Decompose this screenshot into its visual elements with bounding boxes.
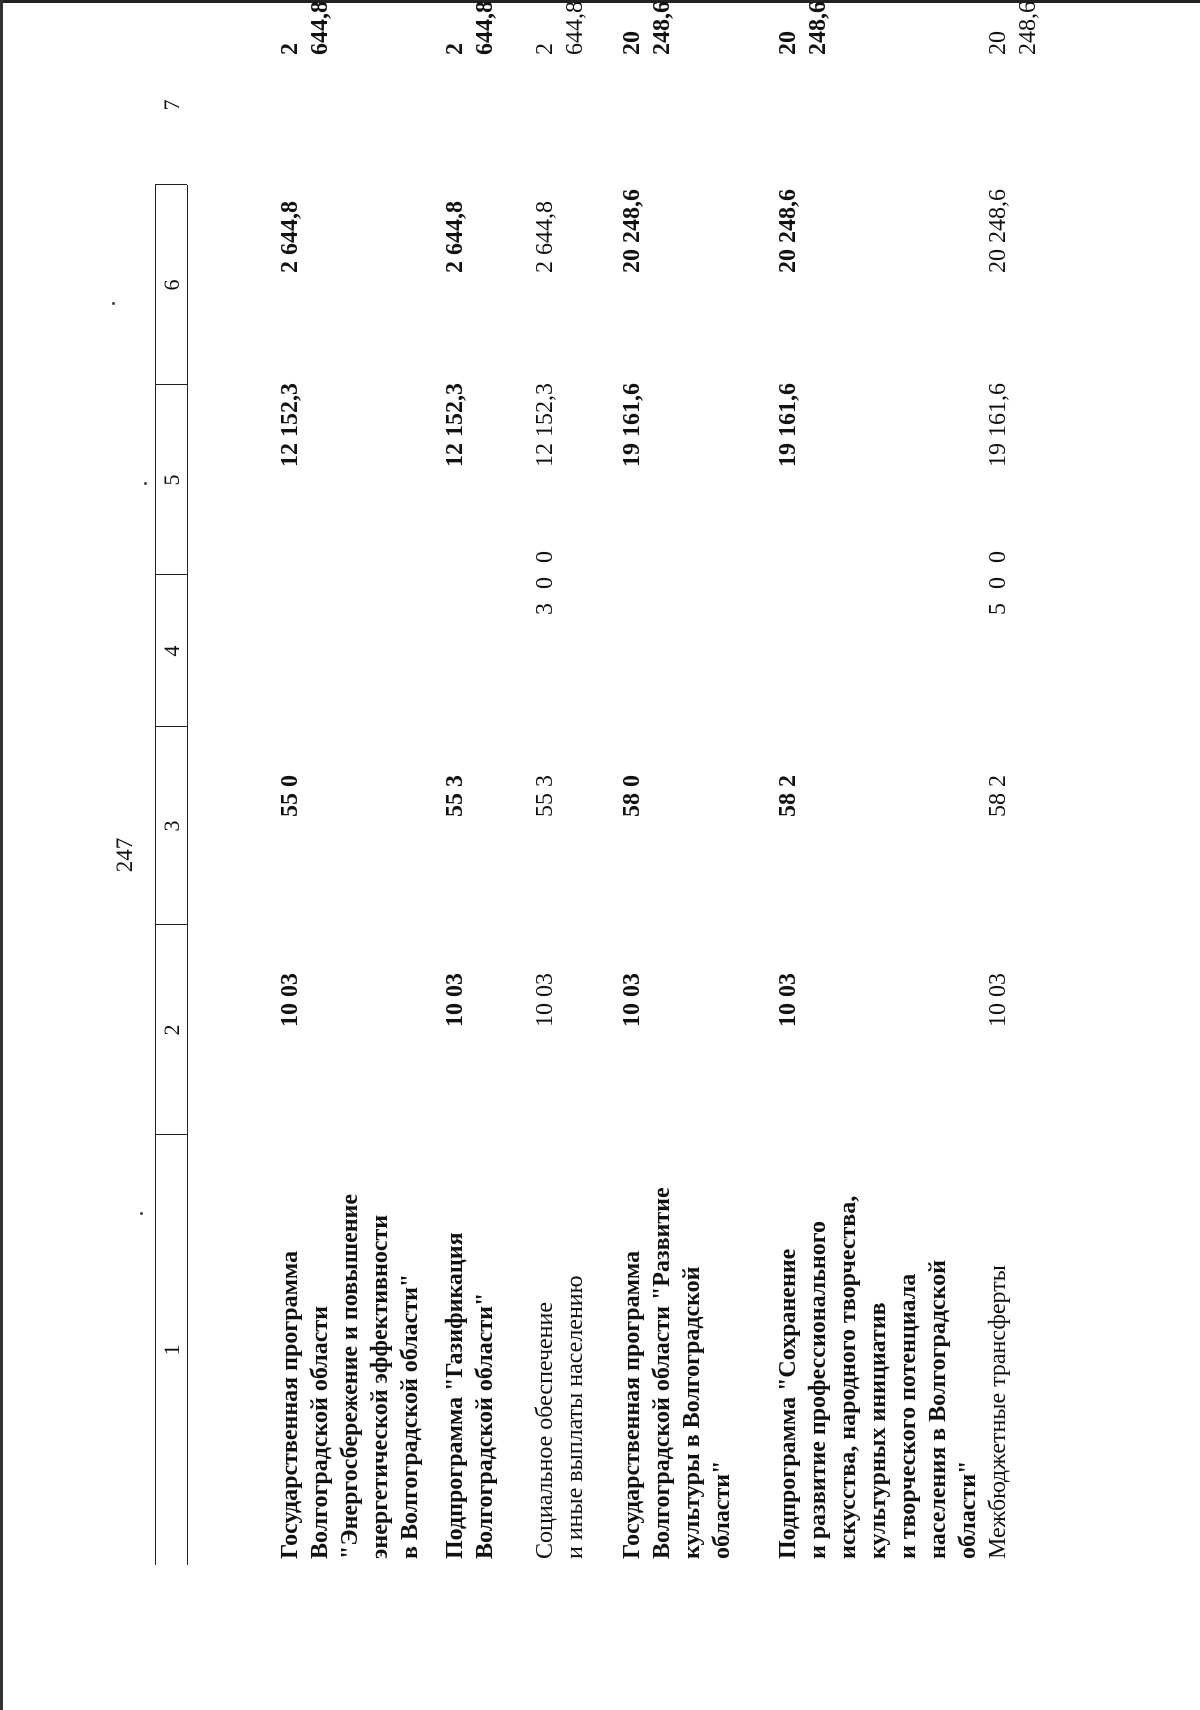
- cell-c5: 19 161,6: [775, 383, 801, 467]
- row-name-line: области": [955, 1460, 981, 1559]
- row-name-line: культуры в Волгоградской: [679, 1266, 705, 1559]
- cell-c3: 55 0: [277, 775, 303, 817]
- cell-c6: 2 644,8: [442, 201, 468, 273]
- cell-c4: 3 0 0: [532, 547, 558, 615]
- column-header-2: 2: [159, 1024, 184, 1036]
- column-header-5: 5: [159, 474, 184, 486]
- row-name-line: "Энергосбережение и повышение: [337, 1193, 363, 1559]
- row-name-line: искусства, народного творчества,: [835, 1195, 861, 1559]
- row-name-line: энергетической эффективности: [367, 1214, 393, 1559]
- cell-c2: 10 03: [442, 973, 468, 1027]
- cell-c7: 2 644,8: [532, 1, 588, 55]
- cell-c3: 58 2: [985, 775, 1011, 817]
- column-header-7: 7: [159, 99, 184, 111]
- cell-c4: 5 0 0: [985, 547, 1011, 615]
- scan-speck: [140, 1212, 143, 1215]
- row-name: [275, 1129, 425, 1559]
- row-name-line: Подпрограмма "Газификация: [442, 1232, 468, 1559]
- table-header-top-rule: [155, 185, 156, 1565]
- cell-c7: 20 248,6: [775, 1, 831, 55]
- cell-c7: 20 248,6: [985, 1, 1041, 55]
- cell-c7: 2 644,8: [442, 1, 498, 55]
- cell-c6: 20 248,6: [985, 189, 1011, 273]
- cell-c2: 10 03: [775, 973, 801, 1027]
- cell-c2: 10 03: [532, 973, 558, 1027]
- cell-c5: 19 161,6: [619, 383, 645, 467]
- column-header-1: 1: [159, 1344, 184, 1356]
- row-name: [440, 1129, 500, 1559]
- cell-c3: 55 3: [532, 775, 558, 817]
- row-name-line: и развитие профессионального: [805, 1220, 831, 1559]
- row-name-line: области": [709, 1460, 735, 1559]
- cell-c7: 2 644,8: [277, 1, 333, 55]
- page-number: 247: [112, 837, 137, 873]
- cell-c3: 58 2: [775, 775, 801, 817]
- cell-c6: 2 644,8: [532, 201, 558, 273]
- row-name: [983, 1129, 1013, 1559]
- row-name-line: Государственная программа: [619, 1250, 645, 1559]
- cell-c2: 10 03: [619, 973, 645, 1027]
- cell-c5: 12 152,3: [277, 383, 303, 467]
- cell-c3: 58 0: [619, 775, 645, 817]
- column-header-3: 3: [159, 820, 184, 832]
- row-name-line: Волгоградской области": [472, 1292, 498, 1559]
- row-name-line: Социальное обеспечение: [532, 1301, 558, 1559]
- row-name-line: населения в Волгоградской: [925, 1260, 951, 1559]
- scan-speck: [144, 482, 147, 485]
- scan-edge-left: [0, 0, 3, 1710]
- cell-c5: 19 161,6: [985, 383, 1011, 467]
- cell-c6: 20 248,6: [775, 189, 801, 273]
- row-name-line: Подпрограмма "Сохранение: [775, 1248, 801, 1559]
- column-header-6: 6: [159, 279, 184, 291]
- cell-c6: 20 248,6: [619, 189, 645, 273]
- column-header-4: 4: [159, 645, 184, 657]
- cell-c2: 10 03: [277, 973, 303, 1027]
- row-name-line: Волгоградской области "Развитие: [649, 1187, 675, 1559]
- cell-c3: 55 3: [442, 775, 468, 817]
- row-name-line: культурных инициатив: [865, 1302, 891, 1559]
- row-name: [530, 1129, 590, 1559]
- rotated-page: [100, 1, 1100, 1595]
- row-name-line: Волгоградской области: [307, 1306, 333, 1559]
- cell-c7: 20 248,6: [619, 1, 675, 55]
- row-name: [773, 1129, 983, 1559]
- scan-speck: [112, 302, 115, 305]
- row-name-line: Межбюджетные трансферты: [985, 1265, 1011, 1559]
- table-header-bottom-rule: [187, 185, 188, 1565]
- cell-c5: 12 152,3: [442, 383, 468, 467]
- cell-c2: 10 03: [985, 973, 1011, 1027]
- cell-c5: 12 152,3: [532, 383, 558, 467]
- cell-c6: 2 644,8: [277, 201, 303, 273]
- row-name-line: в Волгоградской области": [397, 1273, 423, 1559]
- row-name-line: и творческого потенциала: [895, 1273, 921, 1559]
- row-name-line: Государственная программа: [277, 1250, 303, 1559]
- row-name: [617, 1129, 737, 1559]
- row-name-line: и иные выплаты населению: [562, 1275, 588, 1559]
